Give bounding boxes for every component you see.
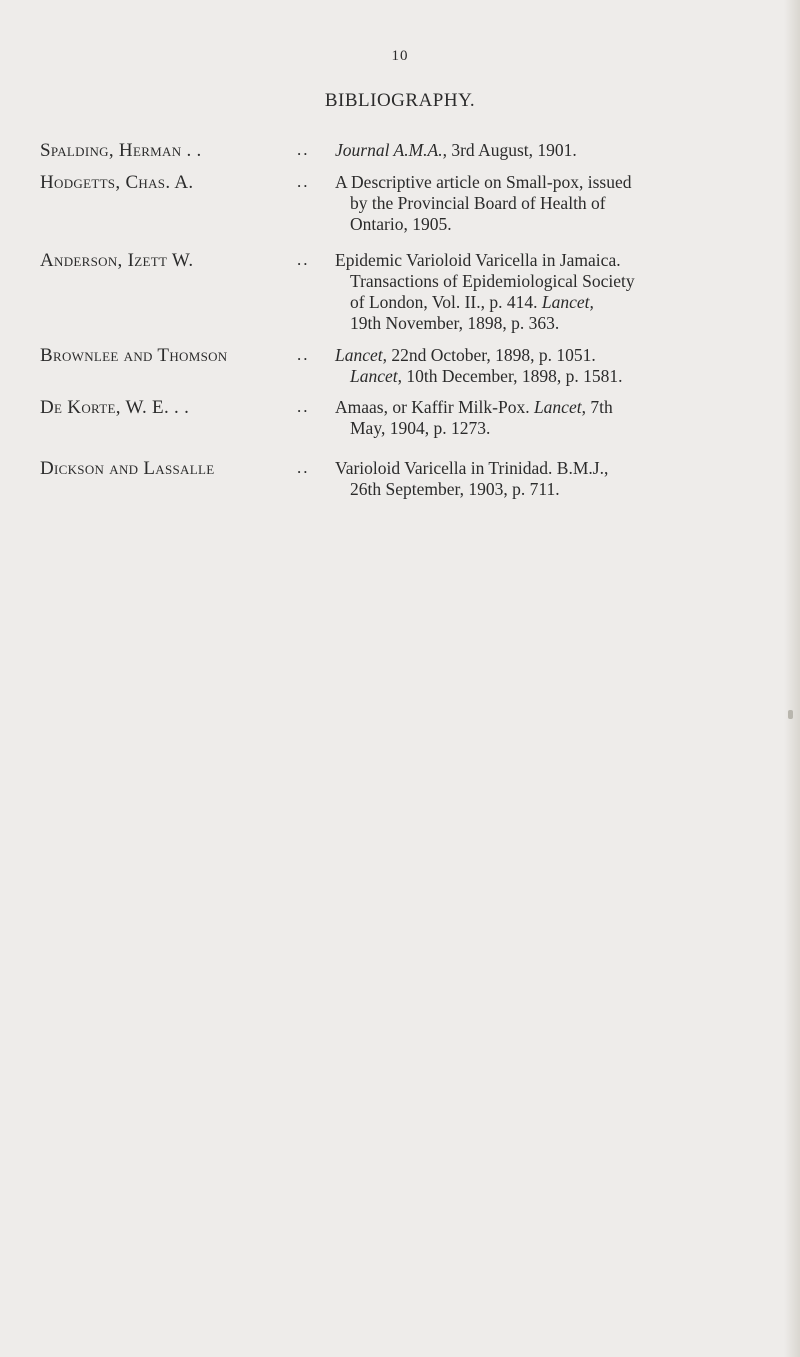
reference-text-italic: Lancet,: [541, 292, 594, 312]
reference-text: , 7th: [581, 397, 613, 417]
entry-author: Brownlee and Thomson: [40, 345, 228, 366]
paper-blemish: [788, 710, 793, 719]
page-number: 10: [391, 48, 409, 64]
reference-text-italic: Lancet: [533, 397, 582, 417]
entry-reference: [335, 345, 780, 387]
reference-line: [335, 214, 780, 235]
page-edge-shadow: [784, 0, 800, 1357]
reference-text: 19th November, 1898, p. 363.: [350, 313, 560, 333]
reference-line: [335, 458, 780, 479]
reference-line: [335, 397, 780, 418]
reference-text: Epidemic Varioloid Varicella in Jamaica.: [335, 250, 621, 270]
reference-line: [335, 345, 780, 366]
reference-text: Transactions of Epidemiological Society: [350, 271, 635, 291]
reference-line: [335, 193, 780, 214]
entry-author: Hodgetts, Chas. A.: [40, 172, 194, 193]
entry-reference: [335, 458, 780, 500]
reference-text: A Descriptive article on Small-pox, issued: [335, 172, 632, 192]
reference-text: Amaas, or Kaffir Milk-Pox.: [335, 397, 534, 417]
entry-reference: [335, 250, 780, 334]
reference-line: [335, 366, 780, 387]
entry-reference: [335, 397, 780, 439]
reference-text: Varioloid Varicella in Trinidad. B.M.J.,: [335, 458, 609, 478]
leader-dots: ..: [297, 458, 310, 477]
reference-line: [335, 418, 780, 439]
leader-dots: ..: [297, 345, 310, 364]
reference-text: of London, Vol. II., p. 414.: [350, 292, 542, 312]
reference-text: , 22nd October, 1898, p. 1051.: [382, 345, 596, 365]
reference-line: [335, 292, 780, 313]
entry-author: Spalding, Herman . .: [40, 140, 202, 161]
reference-line: [335, 140, 780, 161]
reference-line: [335, 479, 780, 500]
reference-text: May, 1904, p. 1273.: [350, 418, 491, 438]
reference-line: [335, 313, 780, 334]
reference-line: [335, 172, 780, 193]
leader-dots: ..: [297, 250, 310, 269]
entry-author: Anderson, Izett W.: [40, 250, 194, 271]
reference-text: , 3rd August, 1901.: [442, 140, 577, 160]
leader-dots: ..: [297, 397, 310, 416]
leader-dots: ..: [297, 140, 310, 159]
reference-text-italic: Lancet: [335, 345, 383, 365]
reference-text: , 10th December, 1898, p. 1581.: [397, 366, 623, 386]
reference-line: [335, 271, 780, 292]
entry-reference: [335, 140, 780, 161]
reference-text: 26th September, 1903, p. 711.: [350, 479, 560, 499]
reference-line: [335, 250, 780, 271]
reference-text-italic: Journal A.M.A.: [335, 140, 443, 160]
entry-reference: [335, 172, 780, 235]
reference-text: Ontario, 1905.: [350, 214, 452, 234]
reference-text: by the Provincial Board of Health of: [350, 193, 606, 213]
entry-author: De Korte, W. E. . .: [40, 397, 190, 418]
page-title: BIBLIOGRAPHY.: [324, 90, 476, 111]
entry-author: Dickson and Lassalle: [40, 458, 215, 479]
leader-dots: ..: [297, 172, 310, 191]
reference-text-italic: Lancet: [350, 366, 398, 386]
